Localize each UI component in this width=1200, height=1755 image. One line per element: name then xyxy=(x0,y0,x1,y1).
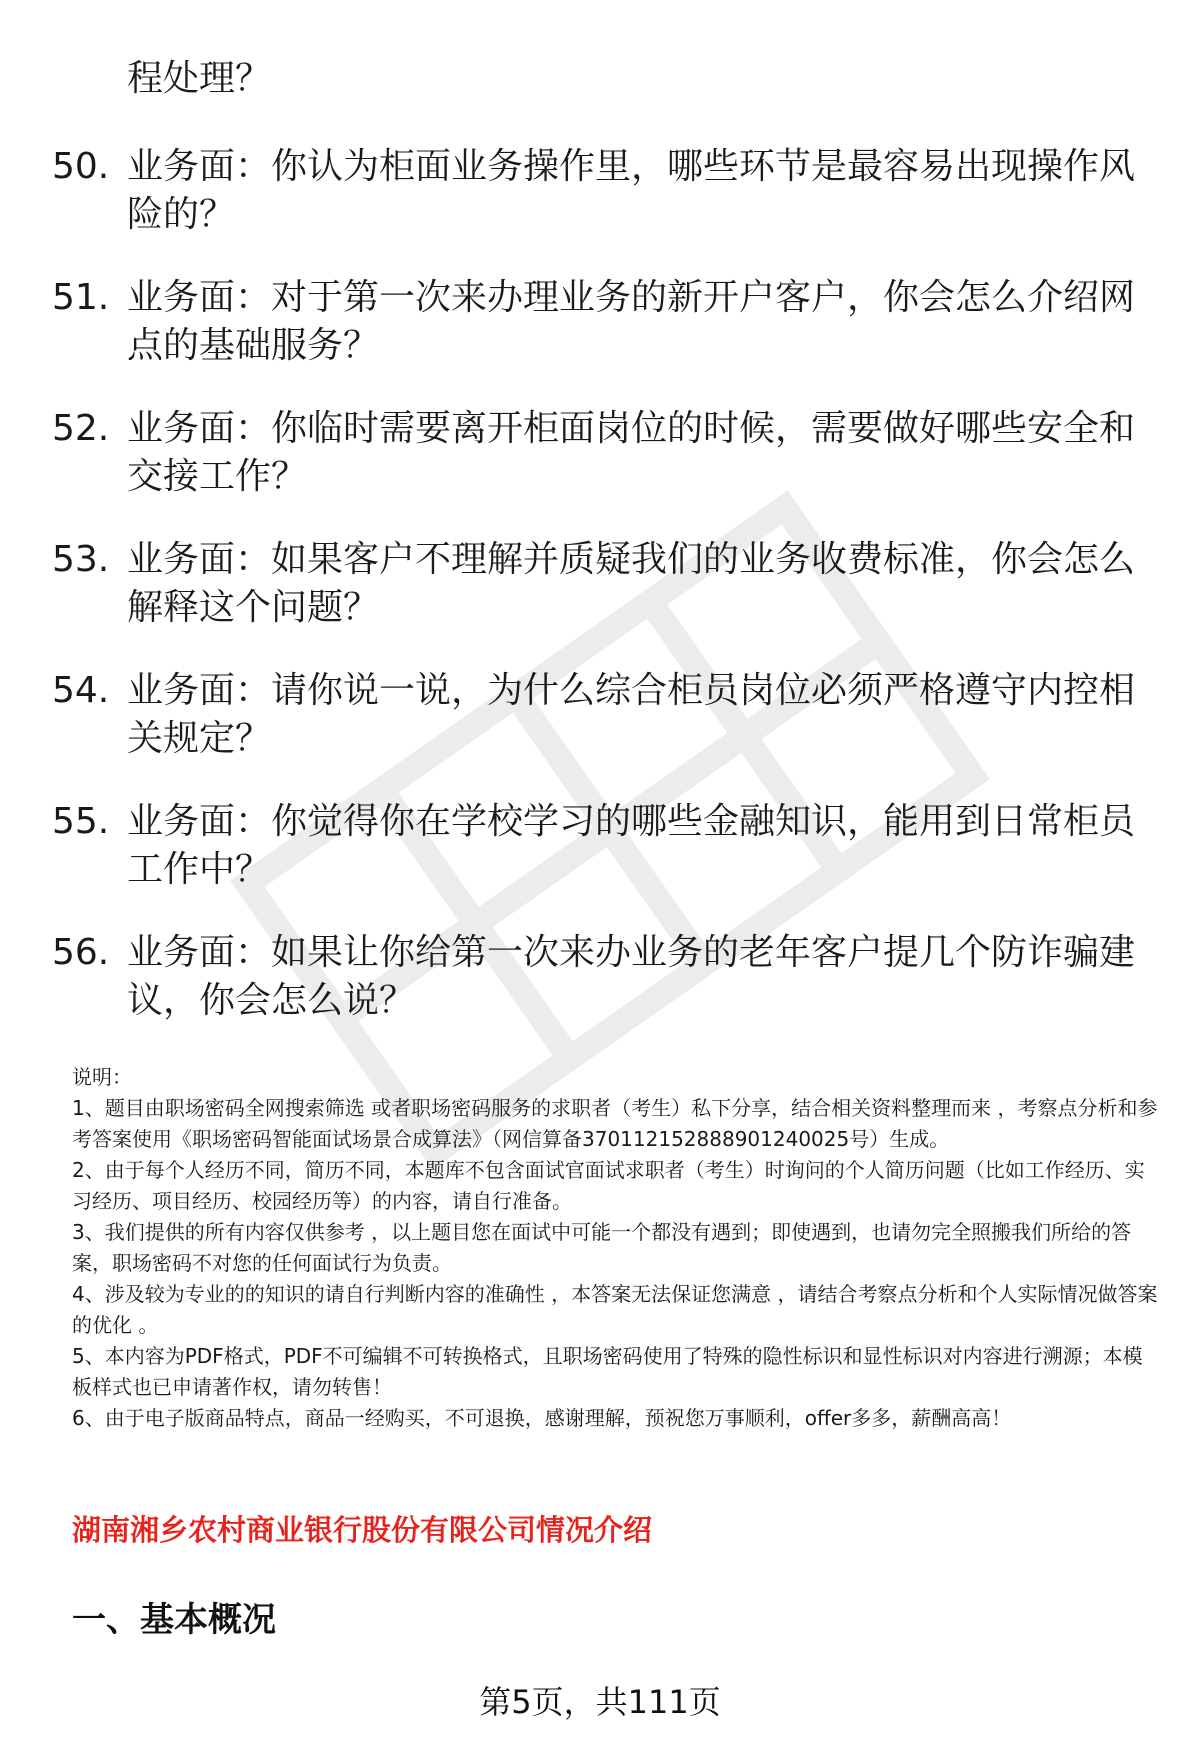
question-number: 56. xyxy=(52,932,110,973)
question-text: 业务面：如果让你给第一次来办业务的老年客户提几个防诈骗建议，你会怎么说？ xyxy=(127,932,1136,1021)
notes-section xyxy=(72,1062,1162,1434)
note-item: 1、题目由职场密码全网搜索筛选 或者职场密码服务的求职者（考生）私下分享，结合相关资料整理而来 ，考察点分析和参考答案使用《职场密码智能面试场景合成算法》（网信算备370112152888901240025号）生成。 xyxy=(72,1096,1158,1151)
continuation-text: 程处理？ xyxy=(127,58,272,99)
note-item: 6、由于电子版商品特点，商品一经购买，不可退换，感谢理解，预祝您万事顺利，offer多多，薪酬高高！ xyxy=(72,1406,1012,1430)
question-text: 业务面：你觉得你在学校学习的哪些金融知识，能用到日常柜员工作中？ xyxy=(127,801,1136,890)
question-text: 业务面：对于第一次来办理业务的新开户客户，你会怎么介绍网点的基础服务？ xyxy=(127,277,1136,366)
question-number: 55. xyxy=(52,801,110,842)
question-number: 50. xyxy=(52,146,110,187)
question-number: 51. xyxy=(52,277,110,318)
section-heading: 一、基本概况 xyxy=(72,1600,276,1640)
question-text: 业务面：你临时需要离开柜面岗位的时候，需要做好哪些安全和交接工作？ xyxy=(127,408,1136,497)
question-item xyxy=(0,405,1139,536)
notes-heading: 说明： xyxy=(72,1065,132,1089)
note-item: 2、由于每个人经历不同，简历不同，本题库不包含面试官面试求职者（考生）时询问的个人简历问题（比如工作经历、实习经历、项目经历、校园经历等）的内容，请自行准备。 xyxy=(72,1158,1145,1213)
page-number: 第5页，共111页 xyxy=(479,1683,721,1721)
question-item xyxy=(0,798,1139,929)
company-title: 湖南湘乡农村商业银行股份有限公司情况介绍 xyxy=(72,1513,653,1547)
question-text: 业务面：请你说一说，为什么综合柜员岗位必须严格遵守内控相关规定？ xyxy=(127,670,1136,759)
note-item: 5、本内容为PDF格式，PDF不可编辑不可转换格式，且职场密码使用了特殊的隐性标识和显性标识对内容进行溯源；本模板样式也已申请著作权，请勿转售！ xyxy=(72,1344,1143,1399)
question-item xyxy=(0,667,1139,798)
question-number: 52. xyxy=(52,408,110,449)
question-number: 53. xyxy=(52,539,110,580)
question-text: 业务面：如果客户不理解并质疑我们的业务收费标准，你会怎么解释这个问题？ xyxy=(127,539,1136,628)
question-item xyxy=(0,536,1139,667)
note-item: 4、涉及较为专业的的知识的请自行判断内容的准确性 ，本答案无法保证您满意 ，请结合考察点分析和个人实际情况做答案的优化 。 xyxy=(72,1282,1158,1337)
note-item: 3、我们提供的所有内容仅供参考 ，以上题目您在面试中可能一个都没有遇到；即使遇到，也请勿完全照搬我们所给的答案，职场密码不对您的任何面试行为负责。 xyxy=(72,1220,1132,1275)
question-item xyxy=(0,143,1139,274)
question-item xyxy=(0,274,1139,405)
question-list xyxy=(0,143,1200,1060)
question-text: 业务面：你认为柜面业务操作里，哪些环节是最容易出现操作风险的？ xyxy=(127,146,1136,235)
question-number: 54. xyxy=(52,670,110,711)
question-item xyxy=(0,929,1139,1060)
